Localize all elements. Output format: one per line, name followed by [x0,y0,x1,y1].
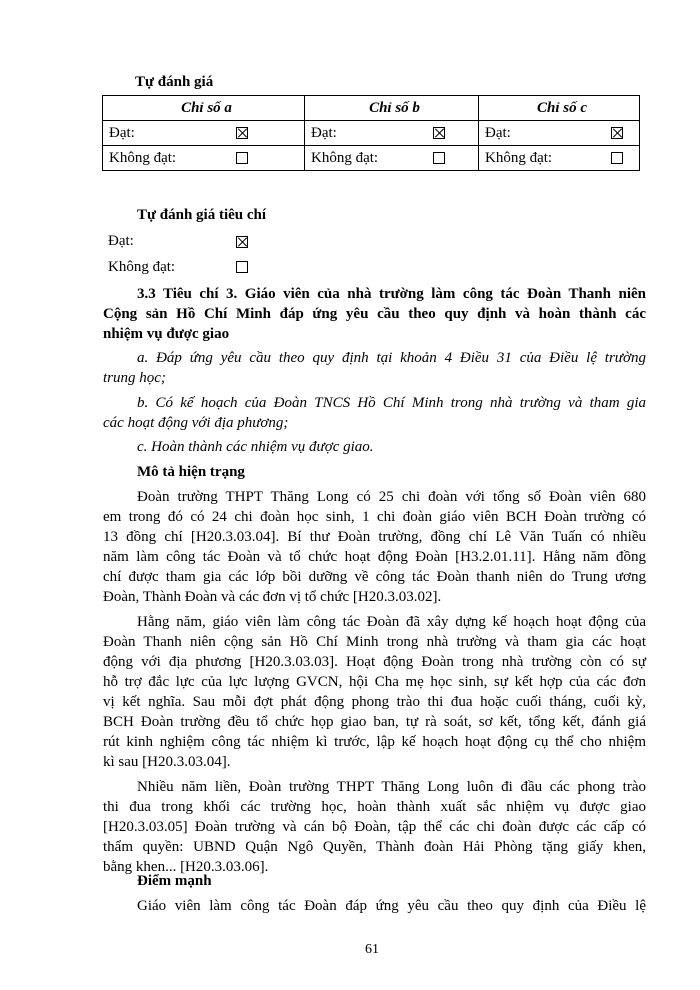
current-state-heading: Mô tả hiện trạng [137,464,245,480]
strengths-heading: Điểm mạnh [137,873,212,889]
criterion-fail-label: Không đạt: [108,259,176,275]
self-assessment-table [102,95,640,171]
para1-line-4: năm làm công tác Đoàn và tổ chức hoạt động Đoàn [H3.2.01.11]. Hằng năm đồng [103,549,646,565]
criterion-item-b-line-2: các hoạt động với địa phương; [103,415,289,431]
criterion-item-c: c. Hoàn thành các nhiệm vụ được giao. [137,439,374,455]
indicator-a-fail-label: Không đạt: [109,149,177,166]
indicator-a-fail-checkbox[interactable] [236,152,248,164]
indicator-c-pass-cell [479,121,640,146]
para1-line-2: em trong đó có 24 chi đoàn học sinh, 1 chi đoàn giáo viên BCH Đoàn trường có [103,509,646,525]
indicator-c-fail-cell [479,146,640,171]
indicator-c-fail-checkbox[interactable] [611,152,623,164]
para1-line-1: Đoàn trường THPT Thăng Long có 25 chi đoàn với tổng số Đoàn viên 680 [137,489,646,505]
criterion-pass-label: Đạt: [108,233,134,249]
criterion-assessment-title: Tự đánh giá tiêu chí [137,207,267,223]
para3-line-2: thi đua trong khối các trường học, hoàn thành xuất sắc nhiệm vụ được giao [103,799,646,815]
criterion-item-a-line-1: a. Đáp ứng yêu cầu theo quy định tại khoản 4 Điều 31 của Điều lệ trường [137,350,646,366]
indicator-c-pass-checkbox[interactable] [611,127,623,139]
page-number: 61 [365,942,379,957]
indicator-b-fail-checkbox[interactable] [433,152,445,164]
indicator-b-fail-label: Không đạt: [311,149,379,166]
strengths-line-1: Giáo viên làm công tác Đoàn đáp ứng yêu cầu theo quy định của Điều lệ [137,898,646,914]
para3-line-5: bằng khen... [H20.3.03.06]. [103,859,269,875]
criterion-pass-checkbox[interactable] [236,236,248,248]
para1-line-5: chí được tham gia các lớp bồi dưỡng về công tác Đoàn thanh niên do Trung ương [103,569,646,585]
criterion-heading-line-3: nhiệm vụ được giao [103,326,230,342]
para2-line-8: kì sau [H20.3.03.04]. [103,754,231,770]
indicator-c-fail-label: Không đạt: [485,149,553,166]
indicator-b-fail-cell [305,146,479,171]
indicator-b-pass-label: Đạt: [311,124,337,141]
indicator-c-header: Chỉ số c [479,96,640,121]
indicator-a-pass-label: Đạt: [109,124,135,141]
indicator-a-header: Chỉ số a [103,96,305,121]
para2-line-3: động với địa phương [H20.3.03.03]. Hoạt động Đoàn trong nhà trường còn có sự [103,654,646,670]
indicator-a-pass-cell [103,121,305,146]
indicator-b-header: Chỉ số b [305,96,479,121]
para1-line-6: Đoàn, Thành Đoàn và các đơn vị tổ chức [H20.3.03.02]. [103,589,442,605]
para3-line-1: Nhiều năm liền, Đoàn trường THPT Thăng Long luôn đi đầu các phong trào [137,779,646,795]
criterion-item-a-line-2: trung học; [103,370,166,386]
para2-line-2: Đoàn Thanh niên cộng sản Hồ Chí Minh trong nhà trường và tham gia các hoạt [103,634,646,650]
para2-line-6: BCH Đoàn trường đều tổ chức họp giao ban, tự rà soát, sơ kết, tổng kết, đánh giá [103,714,646,730]
indicator-a-fail-cell [103,146,305,171]
para3-line-4: thẩm quyền: UBND Quận Ngô Quyền, Thành đoàn Hải Phòng tặng giấy khen, [103,839,646,855]
para2-line-1: Hằng năm, giáo viên làm công tác Đoàn đã xây dựng kế hoạch hoạt động của [137,614,646,630]
self-assessment-title: Tự đánh giá [135,74,214,90]
criterion-heading-line-1: 3.3 Tiêu chí 3. Giáo viên của nhà trường làm công tác Đoàn Thanh niên [137,286,646,302]
para2-line-7: rút kinh nghiệm công tác nhiệm kì trước, lập kế hoạch hoạt động cụ thể cho nhiệm [103,734,646,750]
para3-line-3: [H20.3.03.05] Đoàn trường và cán bộ Đoàn, tập thể các chi đoàn được các cấp có [103,819,646,835]
indicator-a-pass-checkbox[interactable] [236,127,248,139]
indicator-b-pass-cell [305,121,479,146]
criterion-heading-line-2: Cộng sản Hồ Chí Minh đáp ứng yêu cầu theo quy định và hoàn thành các [103,306,646,322]
indicator-b-pass-checkbox[interactable] [433,127,445,139]
para2-line-4: hỗ trợ đắc lực của lực lượng GVCN, hội Cha mẹ học sinh, sự kết hợp của các đơn [103,674,646,690]
criterion-fail-checkbox[interactable] [236,261,248,273]
criterion-item-b-line-1: b. Có kế hoạch của Đoàn TNCS Hồ Chí Minh trong nhà trường và tham gia [137,395,646,411]
para2-line-5: vị kết nghĩa. Sau mỗi đợt phát động phong trào thi đua hoặc cuối tháng, cuối kỳ, [103,694,646,710]
para1-line-3: 13 đồng chí [H20.3.03.04]. Bí thư Đoàn trường, đồng chí Lê Văn Tuấn có nhiều [103,529,646,545]
indicator-c-pass-label: Đạt: [485,124,511,141]
